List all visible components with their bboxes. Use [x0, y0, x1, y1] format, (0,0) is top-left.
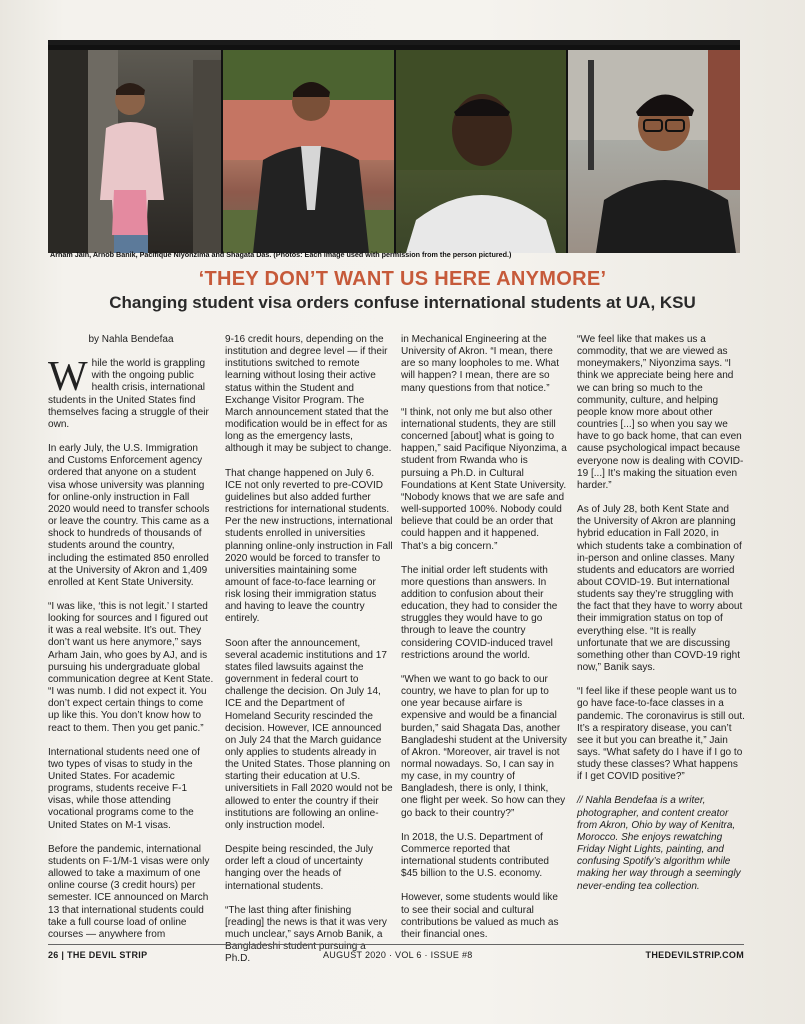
- article-paragraph: “I feel like if these people want us to go have face-to-face classes in a pandemic. The coronavirus is still out. It’s a respiratory disease, you can’t see it but you can breathe it,” Jain says. “What safety do I have if I go to study these classes? What happens if I get COVID positive?”: [577, 686, 745, 783]
- article-paragraph: The initial order left students with more questions than answers. In addition to confusion about their education, they had to consider the struggles they would have to go through to leave the country considering COVID-induced travel restrictions around the world.: [401, 564, 558, 661]
- article-paragraph: “When we want to go back to our country, we have to plan for up to one year because airfare is expensive and would be a financial burden,” said Shagata Das, another Bangladeshi student at the University of Akron. “Moreover, air travel is not normal nowadays. So, I can say in my case, in my country of Bangladesh, there is only, I think, one flight per week. So how can they go back to their country?”: [401, 673, 567, 819]
- headline: ‘THEY DON’T WANT US HERE ANYMORE’: [198, 268, 607, 290]
- photo-arham-jain: [48, 50, 221, 253]
- article-paragraph: “We feel like that makes us a commodity, that we are viewed as moneymakers,” Niyonzima says. “I think we appreciate being here and we can bring so much to the community, culture, and helping people know more about other countries [...] so when you say we have to go back home, that can even cause psychological impact because everyone now is dealing with COVID-19 [...] It’s making the situation even harder.”: [577, 334, 744, 491]
- byline: by Nahla Bendefaa: [88, 334, 174, 345]
- photo-pacifique-niyonzima: [396, 50, 566, 253]
- footer-issue-info: AUGUST 2020 · VOL 6 · ISSUE #8: [323, 950, 473, 960]
- article-paragraph: That change happened on July 6. ICE not only reverted to pre-COVID guidelines but also added further restrictions for international students. Per the new instructions, international students enrolled in universities planning online-only instruction in Fall 2020 would be forced to transfer to universities maintaining some amount of face-to-face learning or risk losing their immigration status and having to leave the country entirely.: [225, 467, 393, 625]
- photo-strip: [48, 40, 740, 253]
- footer-website: THEDEVILSTRIP.COM: [645, 950, 744, 960]
- article-paragraph: Soon after the announcement, several academic institutions and 17 states filed lawsuits against the government in federal court to challenge the decision. On July 14, ICE and the Department of Homeland Security rescinded the decision. However, ICE announced on July 24 that the March guidance only applies to students already in the United States. Those planning on starting their education at U.S. universitiets in Fall 2020 would not be allowed to enter the country if their institutions are following an online-only instruction model.: [225, 637, 393, 831]
- article-paragraph: [48, 354, 214, 431]
- article-paragraph: Before the pandemic, international students on F-1/M-1 visas were only allowed to take a maximum of one online course (3 credit hours) per semester. ICE announced on March 13 that international students could take a full course load of online courses — anywhere from: [48, 843, 210, 940]
- author-bio: // Nahla Bendefaa is a writer, photographer, and content creator from Akron, Ohio by way of Kenitra, Morocco. She enjoys rewatching Friday Night Lights, painting, and confusing Spotify’s algorithm while making her way through a seemingly never-ending tea collection.: [577, 795, 741, 892]
- article-paragraph: “I was like, ‘this is not legit.’ I started looking for sources and I figured out it was a real website. It’s out. They don’t want us here anymore,” says Arham Jain, who goes by AJ, and is pursuing his undergraduate global communication degree at Kent State. “I was numb. I did not expect it. You don’t expect certain things to come up like this. You don’t know how to react to them. Then you get panic.”: [48, 600, 214, 734]
- article-paragraph: In early July, the U.S. Immigration and Customs Enforcement agency ordered that anyone on a student visa whose university was planning for online-only instruction in Fall 2020 would need to transfer schools or leave the country. This came as a shock to hundreds of thousands of students around the country, including the estimated 850 enrolled at the University of Akron and 1,409 enrolled at Kent State University.: [48, 443, 210, 588]
- article-paragraph: As of July 28, both Kent State and the University of Akron are planning hybrid education in Fall 2020, in which students take a combination of in-person and online classes. Many students and educators are worried about COVID-19. But international students say they’re struggling with the fact that they have to worry about their immigration status on top of everything else. “It is really unfortunate that we are discussing something other than COVD-19 right now,” Banik says.: [577, 504, 743, 674]
- article-paragraph: in Mechanical Engineering at the University of Akron. “I mean, there are so many loopholes to me. What will happen? I mean, there are so many questions from that notice.”: [401, 334, 560, 394]
- article-column-3: [401, 334, 567, 953]
- photo-arnob-banik: [223, 50, 394, 253]
- article-paragraph: “I think, not only me but also other international students, they are still concerned [about] what is going to happen,” said Pacifique Niyonzima, a student from Rwanda who is pursuing a Ph.D. in Cultural Foundations at Kent State University. “Nobody knows that we are safe and well-supported 100%. Nobody could believe that could be an order that could happen and it happened. That’s a big concern.”: [401, 406, 567, 552]
- photo-caption: Arham Jain, Arnob Banik, Pacifique Niyonzima and Shagata Das. (Photos: Each image used with permission from the person pictured.): [50, 250, 512, 259]
- article-paragraph: International students need one of two types of visas to study in the United States. For academic programs, students receive F-1 visas, while those attending vocational programs come to the United States on M-1 visas.: [48, 746, 200, 831]
- article-column-4: [577, 334, 745, 905]
- subheadline: Changing student visa orders confuse international students at UA, KSU: [109, 293, 696, 312]
- drop-cap: W: [48, 354, 88, 401]
- photo-shagata-das: [568, 50, 740, 253]
- page-footer: [48, 944, 744, 963]
- article-paragraph: Despite being rescinded, the July order left a cloud of uncertainty hanging over the heads of international students.: [225, 844, 374, 892]
- article-paragraph: In 2018, the U.S. Department of Commerce reported that international students contributed $45 billion to the U.S. economy.: [401, 831, 550, 880]
- footer-page-number: 26 | THE DEVIL STRIP: [48, 950, 148, 960]
- article-paragraph: However, some students would like to see their social and cultural contributions be valued as much as their financial ones.: [401, 892, 559, 940]
- article-column-1: [48, 334, 214, 953]
- article-paragraph: “The last thing after finishing [reading] the news is that it was very much unclear,” says Arnob Banik, a Bangladeshi student pursuing a Ph.D.: [225, 904, 387, 965]
- article-column-2: [225, 334, 393, 978]
- paragraph-text: hile the world is grappling with the ongoing public health crisis, international students in the United States find themselves facing a struggle of their own.: [48, 358, 209, 430]
- article-paragraph: 9-16 credit hours, depending on the institution and degree level — if their institutions switched to remote learning without losing their active status within the Student and Exchange Visitor Program. The March announcement stated that the modification would be in effect for as long as the emergency lasts, although it may be subject to change.: [225, 334, 392, 455]
